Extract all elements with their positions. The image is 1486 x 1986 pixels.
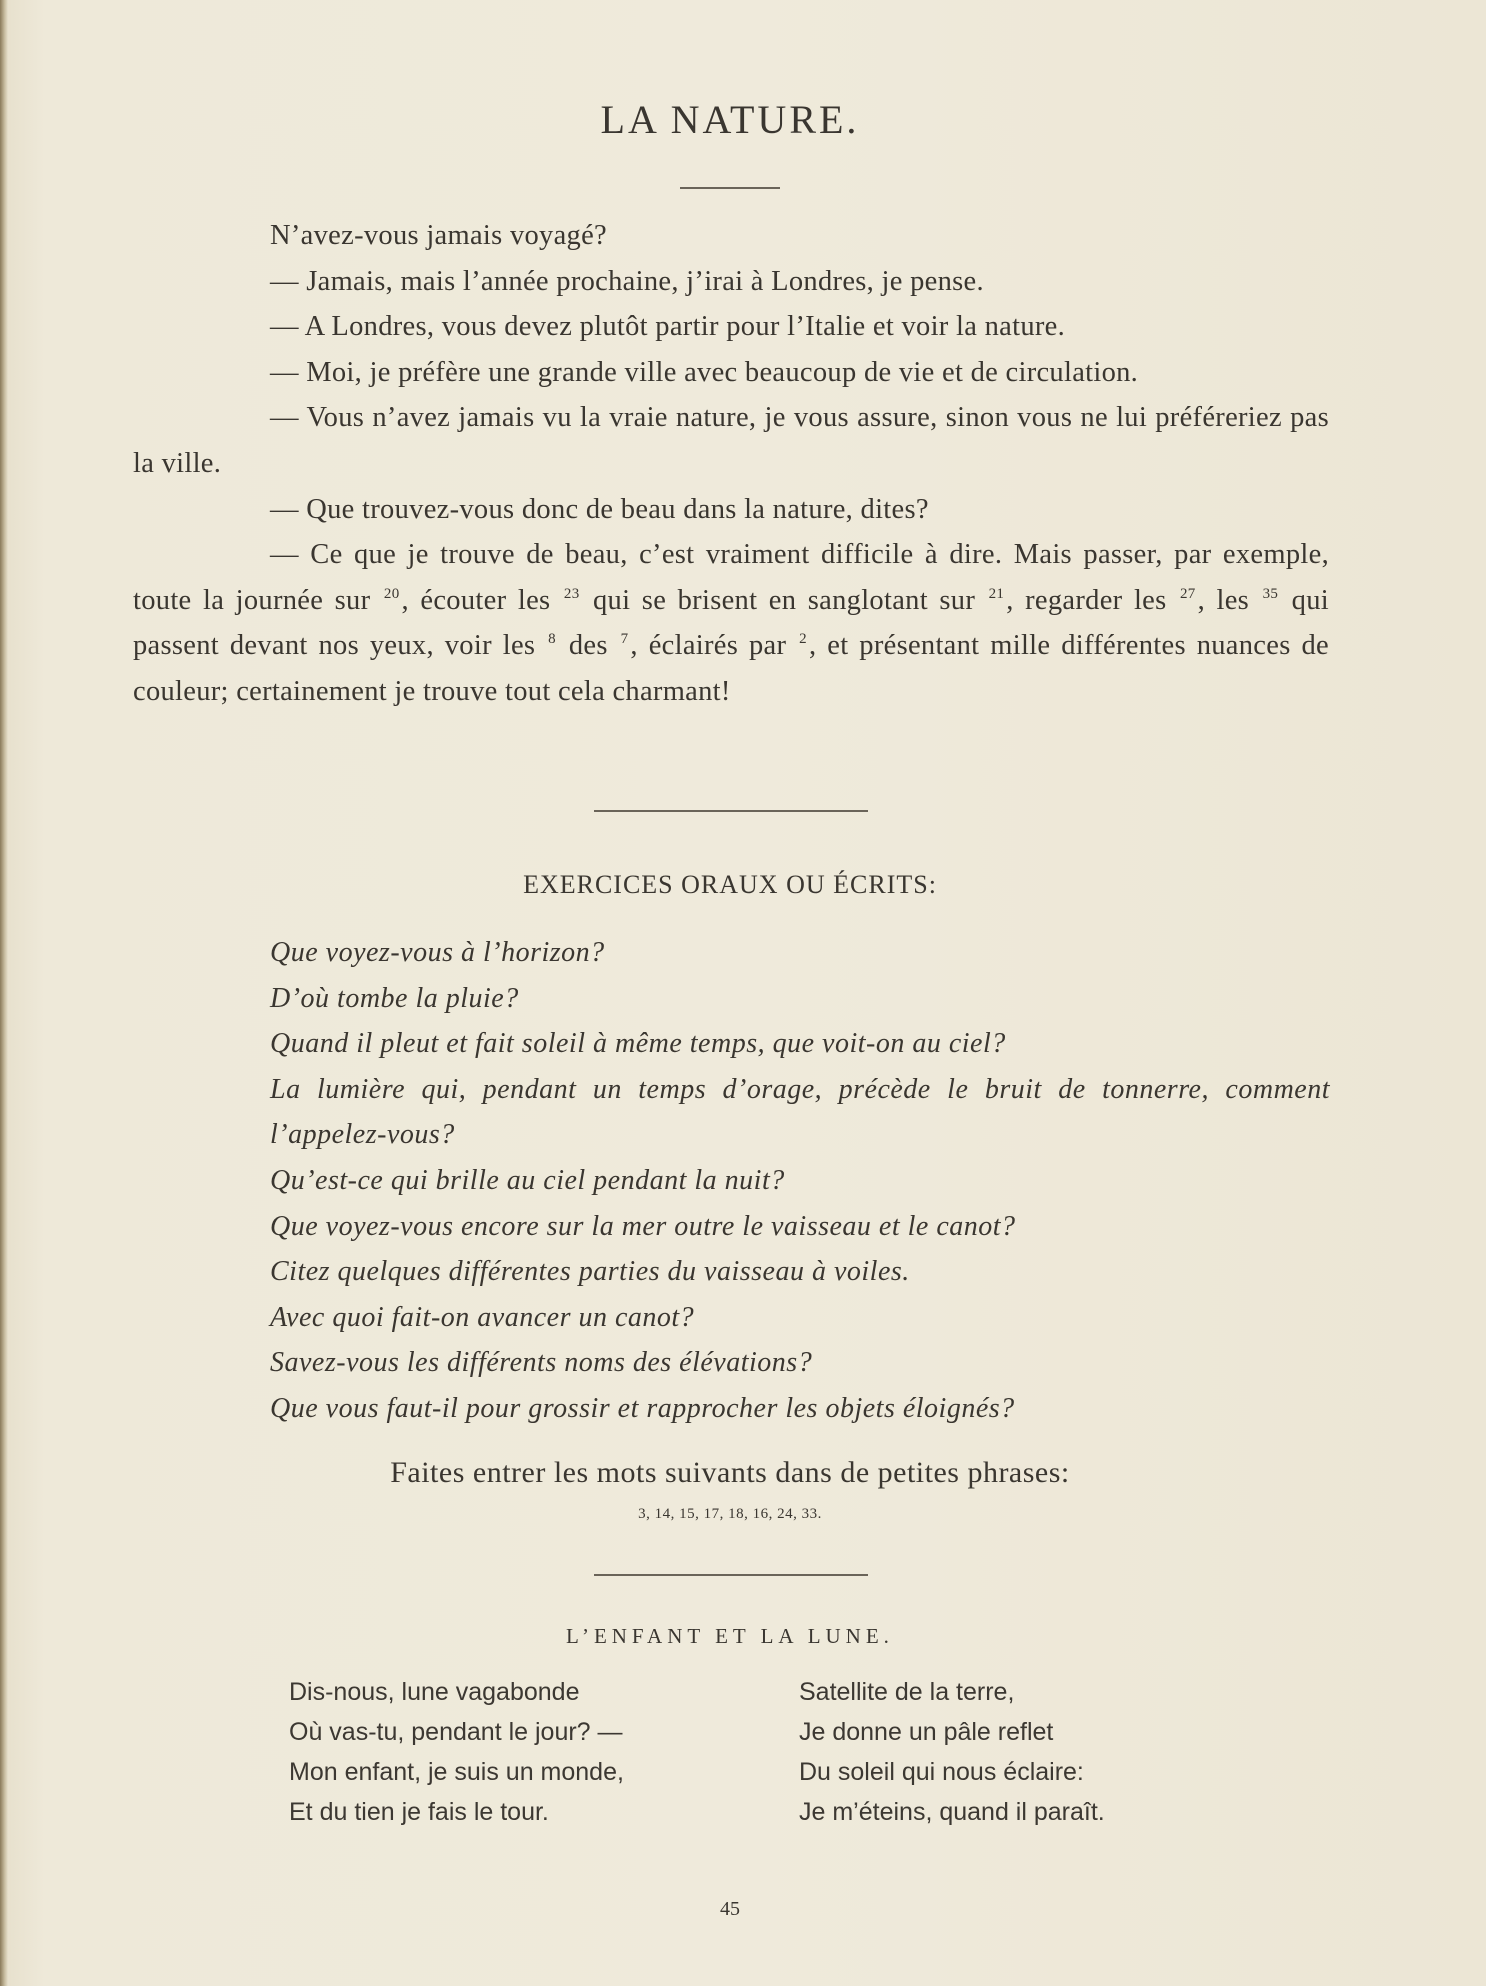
paragraph — [133, 532, 1329, 714]
exercise-question: Qu’est-ce qui brille au ciel pendant la nuit? — [270, 1164, 785, 1196]
poem-line: Du soleil qui nous éclaire: — [799, 1758, 1084, 1786]
paragraph: — Moi, je préfère une grande ville avec beaucoup de vie et de circulation. — [270, 356, 1139, 388]
page-title: LA NATURE. — [600, 97, 860, 142]
text-run: , et présentant mille différentes nuances de couleur; certainement je trouve tout cela charmant! — [133, 630, 1329, 707]
word-reference-number: 7 — [620, 631, 629, 648]
text-run: des — [557, 630, 619, 662]
exercise-question: Quand il pleut et fait soleil à même temps, que voit-on au ciel? — [270, 1028, 1006, 1060]
poem-line: Mon enfant, je suis un monde, — [289, 1758, 624, 1786]
word-reference-number: 27 — [1180, 585, 1196, 602]
text-run: , écouter les — [401, 584, 562, 616]
exercise-question: Que voyez-vous à l’horizon? — [270, 937, 605, 968]
exercises-heading: EXERCICES ORAUX OU ÉCRITS: — [523, 870, 937, 899]
paragraph: — Vous n’avez jamais vu la vraie nature, je vous assure, sinon vous ne lui préféreriez pas la ville. — [133, 402, 1329, 479]
text-run: qui passent devant nos yeux, voir les — [133, 584, 1329, 662]
text-run: — Ce que je trouve de beau, c’est vraiment difficile à dire. Mais passer, par exemple, toute la journée sur — [133, 539, 1329, 616]
word-reference-number: 2 — [799, 631, 807, 648]
word-reference-number: 21 — [988, 585, 1005, 602]
section-rule — [594, 1574, 868, 1576]
poem-line: Je m’éteins, quand il paraît. — [799, 1798, 1105, 1826]
paragraph: — Que trouvez-vous donc de beau dans la nature, dites? — [270, 493, 929, 525]
poem-line: Satellite de la terre, — [799, 1678, 1015, 1706]
exercise-question: Que vous faut-il pour grossir et rapprocher les objets éloignés? — [270, 1392, 1015, 1424]
poem-stanza-right — [799, 1672, 1105, 1832]
poem-line: Je donne un pâle reflet — [799, 1718, 1054, 1746]
exercise-question: Savez-vous les différents noms des élévations? — [270, 1347, 813, 1379]
exercise-question: Que voyez-vous encore sur la mer outre le vaisseau et le canot? — [270, 1210, 1016, 1242]
title-rule — [680, 187, 780, 189]
page-edge — [0, 0, 8, 1986]
page-number: 45 — [720, 1898, 740, 1920]
paragraph: — Jamais, mais l’année prochaine, j’irai à Londres, je pense. — [270, 265, 984, 297]
word-reference-number: 20 — [383, 585, 400, 602]
exercise-instruction: Faites entrer les mots suivants dans de petites phrases: — [390, 1456, 1070, 1489]
exercise-question: D’où tombe la pluie? — [270, 982, 519, 1014]
paragraph: — A Londres, vous devez plutôt partir pour l’Italie et voir la nature. — [270, 311, 1066, 343]
poem-line: Et du tien je fais le tour. — [289, 1798, 549, 1826]
text-run: qui se brisent en sanglotant sur — [581, 584, 987, 616]
dialogue-text — [133, 213, 1329, 715]
text-run: , éclairés par — [630, 630, 798, 662]
word-reference-number: 23 — [563, 585, 580, 602]
exercise-question: Avec quoi fait-on avancer un canot? — [270, 1301, 695, 1333]
word-reference-number: 35 — [1262, 585, 1279, 602]
exercise-question: Citez quelques différentes parties du vaisseau à voiles. — [270, 1256, 910, 1288]
poem-title: L’ENFANT ET LA LUNE. — [566, 1624, 894, 1648]
poem-line: Où vas-tu, pendant le jour? — — [289, 1718, 623, 1746]
poem-stanza-left — [289, 1672, 624, 1832]
exercise-question: La lumière qui, pendant un temps d’orage, précède le bruit de tonnerre, comment l’appelez-vous? — [270, 1073, 1330, 1151]
paragraph: N’avez-vous jamais voyagé? — [270, 220, 607, 251]
text-run: , les — [1197, 584, 1261, 616]
exercise-questions — [270, 930, 1330, 1432]
word-number-list: 3, 14, 15, 17, 18, 16, 24, 33. — [638, 1506, 822, 1522]
word-reference-number: 8 — [548, 631, 556, 648]
text-run: , regarder les — [1006, 584, 1178, 616]
poem-line: Dis-nous, lune vagabonde — [289, 1678, 580, 1706]
section-rule — [594, 810, 868, 812]
